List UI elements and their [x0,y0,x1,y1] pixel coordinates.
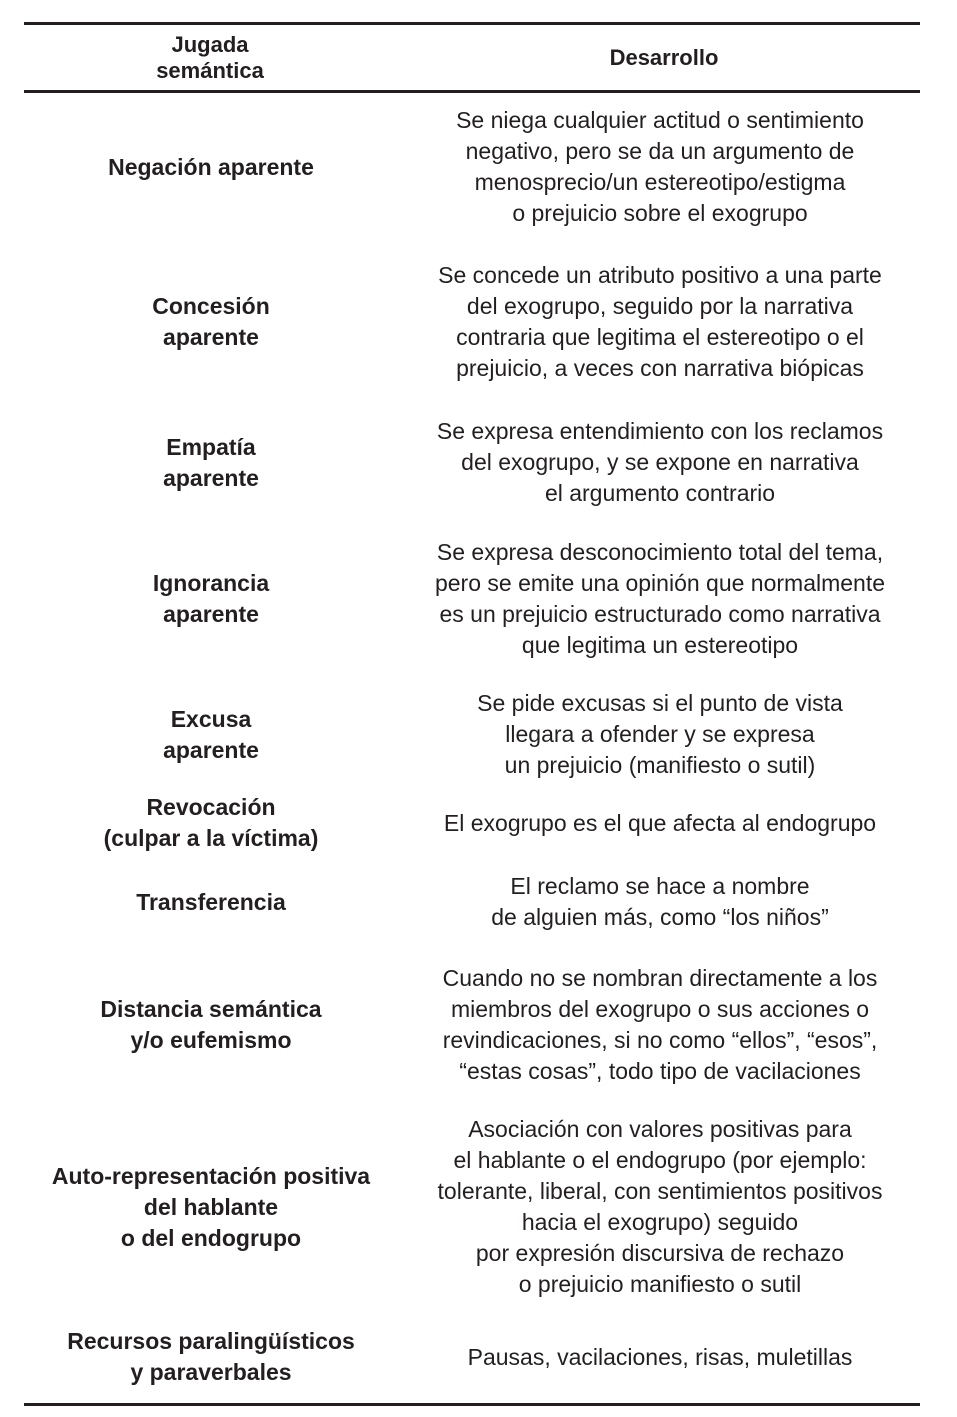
row-term-revocacion [24,792,398,854]
description-line: Se concede un atributo positivo a una parte [438,262,882,288]
table-top-rule [24,22,920,25]
term-line: aparente [163,601,259,627]
term-line: Excusa [170,705,252,732]
description-line: “estas cosas”, todo tipo de vacilaciones [459,1058,861,1084]
description-line: o prejuicio manifiesto o sutil [518,1271,802,1297]
term-line: Auto-representación positiva [51,1162,371,1189]
row-term-empatia-aparente [24,416,398,509]
description-line: prejuicio, a veces con narrativa biópicas [456,355,864,381]
row-term-concesion-aparente [24,260,398,384]
description-line: Se expresa entendimiento con los reclamos [436,418,884,444]
term-line: o del endogrupo [120,1224,302,1251]
description-line: o prejuicio sobre el exogrupo [512,200,808,226]
description-line: hacia el exogrupo) seguido [521,1209,799,1235]
description-line: El reclamo se hace a nombre [510,873,810,899]
column-header-line: Jugada [171,32,249,57]
row-description-revocacion [410,792,910,854]
description-line: Asociación con valores positivas para [468,1116,852,1142]
header-divider-rule [24,90,920,93]
row-description-distancia-semantica [410,963,910,1087]
description-line: del exogrupo, seguido por la narrativa [466,293,854,319]
term-line: Concesión [152,293,270,319]
row-term-recursos-paralinguisticos [24,1326,398,1388]
term-line: Transferencia [136,888,286,915]
term-line: Ignorancia [152,570,270,596]
row-term-auto-representacion [24,1114,398,1300]
term-line: aparente [163,324,259,350]
description-line: por expresión discursiva de rechazo [475,1240,845,1266]
row-description-concesion-aparente [410,260,910,384]
term-line: y paraverbales [130,1359,292,1385]
row-term-ignorancia-aparente [24,537,398,661]
column-header-line: semántica [156,58,264,83]
term-line: Negación aparente [108,153,314,180]
term-line: Revocación [146,794,276,820]
term-line: aparente [163,736,259,763]
description-line: que legitima un estereotipo [521,632,799,658]
description-line: Pausas, vacilaciones, risas, muletillas [467,1343,853,1370]
row-description-negacion-aparente [410,105,910,229]
row-term-negacion-aparente [24,105,398,229]
term-line: y/o eufemismo [130,1027,292,1053]
term-line: Empatía [166,433,256,460]
row-description-excusa-aparente [410,688,910,781]
description-line: revindicaciones, si no como “ellos”, “esos”, [442,1027,878,1053]
description-line: Se pide excusas si el punto de vista [477,690,843,716]
description-line: negativo, pero se da un argumento de [465,138,855,164]
row-description-recursos-paralinguisticos [410,1326,910,1388]
description-line: Cuando no se nombran directamente a los [442,965,878,991]
semantic-moves-table [24,22,920,1406]
description-line: de alguien más, como “los niños” [491,904,829,930]
description-line: del exogrupo, y se expone en narrativa [461,449,859,475]
row-description-empatia-aparente [410,416,910,509]
row-description-ignorancia-aparente [410,537,910,661]
description-line: el hablante o el endogrupo (por ejemplo: [453,1147,867,1173]
description-line: es un prejuicio estructurado como narrativa [439,601,881,627]
term-line: Distancia semántica [100,996,322,1022]
row-description-auto-representacion [410,1114,910,1300]
row-term-excusa-aparente [24,688,398,781]
description-line: contraria que legitima el estereotipo o el [456,324,864,350]
term-line: del hablante [143,1193,279,1220]
description-line: Se expresa desconocimiento total del tema, [436,539,884,565]
description-line: tolerante, liberal, con sentimientos positivos [437,1178,883,1204]
description-line: El exogrupo es el que afecta al endogrupo [443,809,877,836]
description-line: pero se emite una opinión que normalmente [434,570,886,596]
row-description-transferencia [410,871,910,933]
description-line: Se niega cualquier actitud o sentimiento [456,107,864,133]
table-bottom-rule [24,1403,920,1406]
description-line: llegara a ofender y se expresa [505,721,815,747]
term-line: aparente [163,464,259,491]
row-term-transferencia [24,871,398,933]
column-header-desarrollo: Desarrollo [609,45,719,70]
term-line: Recursos paralingüísticos [67,1328,355,1354]
column-header-jugada-semantica [24,32,396,84]
description-line: un prejuicio (manifiesto o sutil) [504,752,816,778]
description-line: miembros del exogrupo o sus acciones o [450,996,870,1022]
row-term-distancia-semantica [24,963,398,1087]
description-line: el argumento contrario [544,480,776,506]
term-line: (culpar a la víctima) [103,825,319,851]
description-line: menosprecio/un estereotipo/estigma [474,169,846,195]
